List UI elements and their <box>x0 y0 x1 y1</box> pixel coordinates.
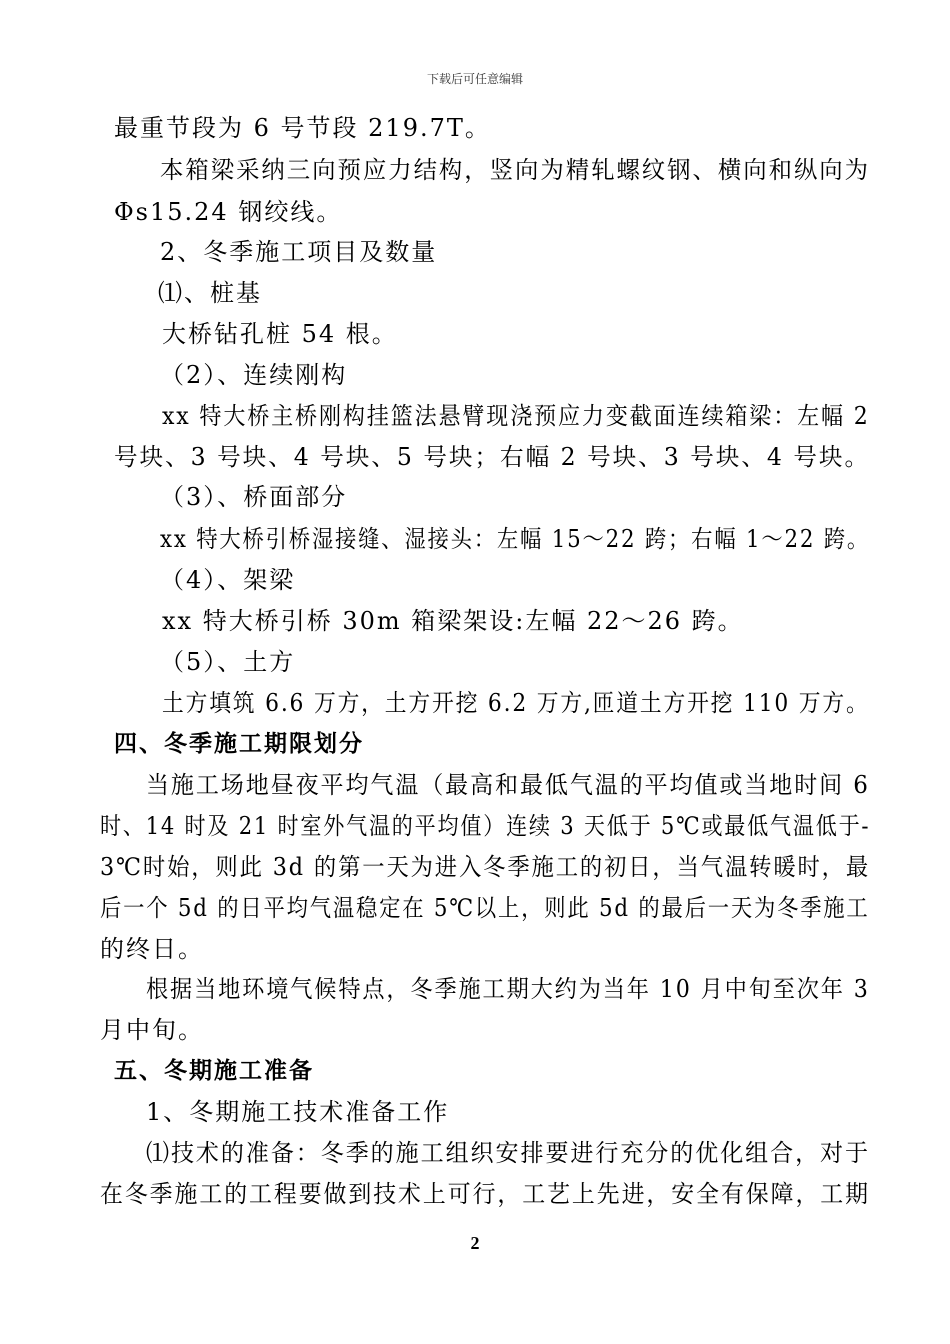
text-line: 本箱梁采纳三向预应力结构，竖向为精轧螺纹钢、横向和纵向为 <box>160 156 871 184</box>
text-line: xx 特大桥引桥 30m 箱梁架设:左幅 22～26 跨。 <box>162 607 744 635</box>
text-line: 时、14 时及 21 时室外气温的平均值）连续 3 天低于 5℃或最低气温低于- <box>100 812 871 840</box>
header-note: 下载后可任意编辑 <box>426 72 523 86</box>
text-line: xx 特大桥引桥湿接缝、湿接头：左幅 15～22 跨；右幅 1～22 跨。 <box>160 525 871 553</box>
text-line: 的终日。 <box>100 935 204 963</box>
text-line: ⑴技术的准备：冬季的施工组织安排要进行充分的优化组合，对于 <box>146 1139 870 1167</box>
text-line: 后一个 5d 的日平均气温稳定在 5℃以上，则此 5d 的最后一天为冬季施工 <box>100 894 870 922</box>
text-line: （5）、土方 <box>160 648 296 676</box>
section-heading: 五、冬期施工准备 <box>114 1058 314 1084</box>
text-line: 根据当地环境气候特点，冬季施工期大约为当年 10 月中旬至次年 3 <box>146 975 870 1003</box>
text-line: （3）、桥面部分 <box>160 483 348 511</box>
text-line: （4）、架梁 <box>160 566 296 594</box>
text-line: 土方填筑 6.6 万方，土方开挖 6.2 万方,匝道土方开挖 110 万方。 <box>162 689 870 717</box>
page-number: 2 <box>470 1233 480 1253</box>
text-line: 当施工场地昼夜平均气温（最高和最低气温的平均值或当地时间 6 <box>146 771 870 799</box>
text-line: 月中旬。 <box>100 1016 204 1044</box>
text-line: 在冬季施工的工程要做到技术上可行，工艺上先进，安全有保障，工期 <box>100 1180 870 1208</box>
text-line: ⑴、桩基 <box>158 279 262 307</box>
text-line: 最重节段为 6 号节段 219.7T。 <box>114 114 491 142</box>
text-line: （2）、连续刚构 <box>160 361 348 389</box>
text-line: 3℃时始，则此 3d 的第一天为进入冬季施工的初日，当气温转暖时，最 <box>100 853 871 881</box>
text-line: xx 特大桥主桥刚构挂篮法悬臂现浇预应力变截面连续箱梁：左幅 2 <box>162 402 870 430</box>
text-line: 大桥钻孔桩 54 根。 <box>162 320 398 348</box>
text-line: Φs15.24 钢绞线。 <box>114 198 343 226</box>
section-heading: 四、冬季施工期限划分 <box>114 731 364 757</box>
text-line: 号块、3 号块、4 号块、5 号块；右幅 2 号块、3 号块、4 号块。 <box>114 443 871 471</box>
text-line: 2、冬季施工项目及数量 <box>160 238 438 266</box>
text-line: 1、冬期施工技术准备工作 <box>146 1098 450 1126</box>
